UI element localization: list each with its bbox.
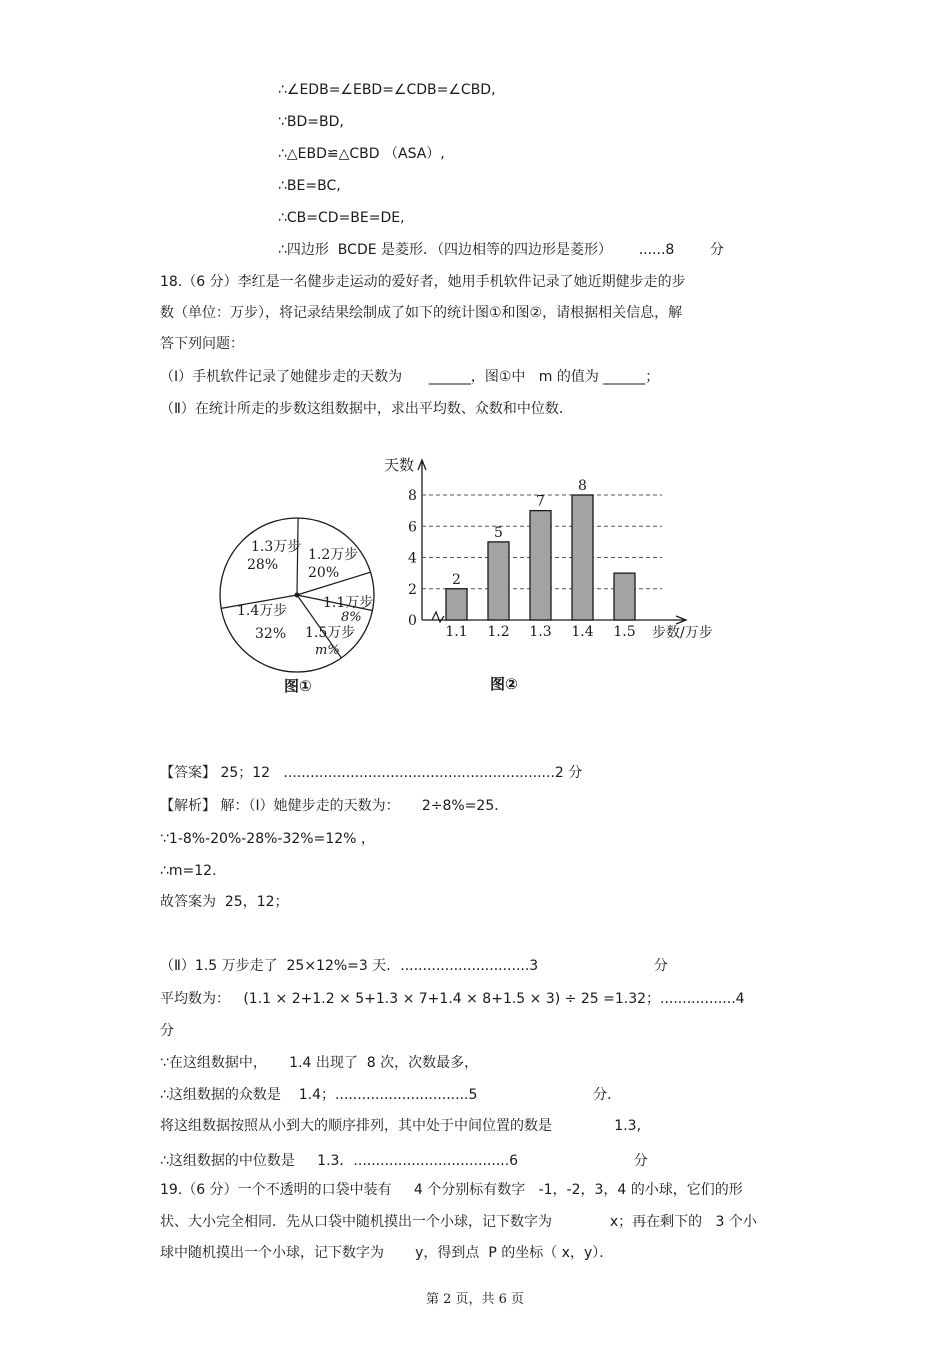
- y-axis-label: 天数: [384, 456, 415, 474]
- pie-label-1-4: 1.4万步: [237, 603, 288, 619]
- x-tick-label-1.5: 1.5: [613, 624, 636, 640]
- answer-line-8: 分: [160, 1023, 174, 1039]
- figure-2-caption: 图②: [490, 675, 518, 693]
- x-tick-label-1.3: 1.3: [529, 624, 552, 640]
- bar-1.5: [614, 573, 635, 620]
- bar-1.1: [446, 589, 467, 620]
- answer-line-4: ∴m=12．: [160, 863, 227, 879]
- q18-line-2: 数（单位：万步），将记录结果绘制成了如下的统计图①和图②，请根据相关信息，解: [160, 305, 683, 321]
- proof-line-2: ∵BD=BD,: [278, 114, 344, 130]
- answer-line-2: 【解析】 解：（Ⅰ）她健步走的天数为： 2÷8%=25．: [160, 798, 509, 814]
- data-label-1.1: 2: [452, 571, 461, 588]
- proof-line-6: ∴四边形 BCDE 是菱形．（四边相等的四边形是菱形） ......8 分: [278, 242, 724, 258]
- q19-line-3: 球中随机摸出一个小球，记下数字为 y，得到点 P 的坐标（ x，y）．: [160, 1245, 614, 1261]
- pie-pct-1-5: m%: [315, 643, 340, 658]
- answer-line-7: 平均数为： (1.1 × 2+1.2 × 5+1.3 × 7+1.4 × 8+1.5 × 3) ÷ 25 =1.32；.................4: [160, 991, 745, 1007]
- proof-line-5: ∴CB=CD=BE=DE,: [278, 210, 405, 226]
- q18-part-2: （Ⅱ）在统计所走的步数这组数据中，求出平均数、众数和中位数．: [160, 401, 573, 417]
- pie-label-1-5: 1.5万步: [305, 625, 356, 641]
- answer-line-1: 【答案】 25；12 .............................................................2 分: [160, 765, 583, 781]
- pie-divider-1: [297, 518, 298, 595]
- q19-line-2: 状、大小完全相同．先从口袋中随机摸出一个小球，记下数字为 x；再在剩下的 3 个小: [160, 1214, 757, 1230]
- proof-line-4: ∴BE=BC,: [278, 178, 341, 194]
- x-axis-label: 步数/万步: [652, 625, 713, 641]
- y-tick-label-0: 0: [408, 613, 417, 629]
- y-tick-label-4: 4: [408, 550, 417, 567]
- bar-1.2: [488, 542, 509, 620]
- y-tick-label-6: 6: [408, 519, 417, 536]
- pie-pct-1-3: 28%: [247, 557, 279, 573]
- pie-chart-figure-1: [215, 515, 385, 675]
- data-label-1.3: 7: [536, 493, 545, 510]
- pie-label-1-2: 1.2万步: [308, 547, 359, 563]
- answer-line-6: （Ⅱ）1.5 万步走了 25×12%=3 天．.............................3 分: [160, 958, 668, 974]
- proof-line-3: ∴△EBD≌△CBD （ASA）,: [278, 146, 445, 162]
- pie-label-1-3: 1.3万步: [251, 539, 302, 555]
- q19-line-1: 19.（6 分）一个不透明的口袋中装有 4 个分别标有数字 -1，-2，3，4 的小球，它们的形: [160, 1182, 743, 1198]
- data-label-1.4: 8: [578, 478, 587, 494]
- pie-center-dot: [295, 593, 300, 598]
- page-footer: 第 2 页，共 6 页: [425, 1292, 525, 1307]
- pie-pct-1-1: 8%: [341, 610, 362, 625]
- bar-1.4: [572, 495, 593, 620]
- answer-line-12: ∴这组数据的中位数是 1.3．...................................6 分: [160, 1153, 648, 1169]
- bar-1.3: [530, 511, 551, 620]
- answer-line-9: ∵在这组数据中， 1.4 出现了 8 次，次数最多，: [160, 1055, 479, 1071]
- q18-line-3: 答下列问题：: [160, 336, 244, 352]
- q18-line-1: 18.（6 分）李红是一名健步走运动的爱好者，她用手机软件记录了她近期健步走的步: [160, 274, 686, 290]
- proof-line-1: ∴∠EDB=∠EBD=∠CDB=∠CBD,: [278, 82, 496, 98]
- data-label-1.2: 5: [494, 524, 503, 541]
- answer-line-5: 故答案为 25，12；: [160, 894, 289, 910]
- pie-pct-1-4: 32%: [255, 626, 287, 642]
- y-tick-label-8: 8: [408, 488, 417, 504]
- bar-chart-figure-2: [380, 450, 720, 650]
- y-tick-label-2: 2: [408, 581, 417, 598]
- answer-line-10: ∴这组数据的众数是 1.4；..............................5 分．: [160, 1087, 622, 1103]
- figure-1-caption: 图①: [284, 677, 312, 695]
- pie-label-1-1: 1.1万步: [323, 595, 374, 611]
- answer-line-3: ∵1-8%-20%-28%-32%=12% ，: [160, 831, 375, 847]
- x-tick-label-1.1: 1.1: [445, 624, 468, 640]
- x-tick-label-1.4: 1.4: [571, 624, 594, 640]
- pie-pct-1-2: 20%: [308, 565, 340, 581]
- answer-line-11: 将这组数据按照从小到大的顺序排列，其中处于中间位置的数是 1.3,: [160, 1118, 642, 1134]
- x-tick-label-1.2: 1.2: [487, 624, 510, 640]
- q18-part-1: （Ⅰ）手机软件记录了她健步走的天数为 ______，图①中 m 的值为 ______；: [160, 369, 660, 385]
